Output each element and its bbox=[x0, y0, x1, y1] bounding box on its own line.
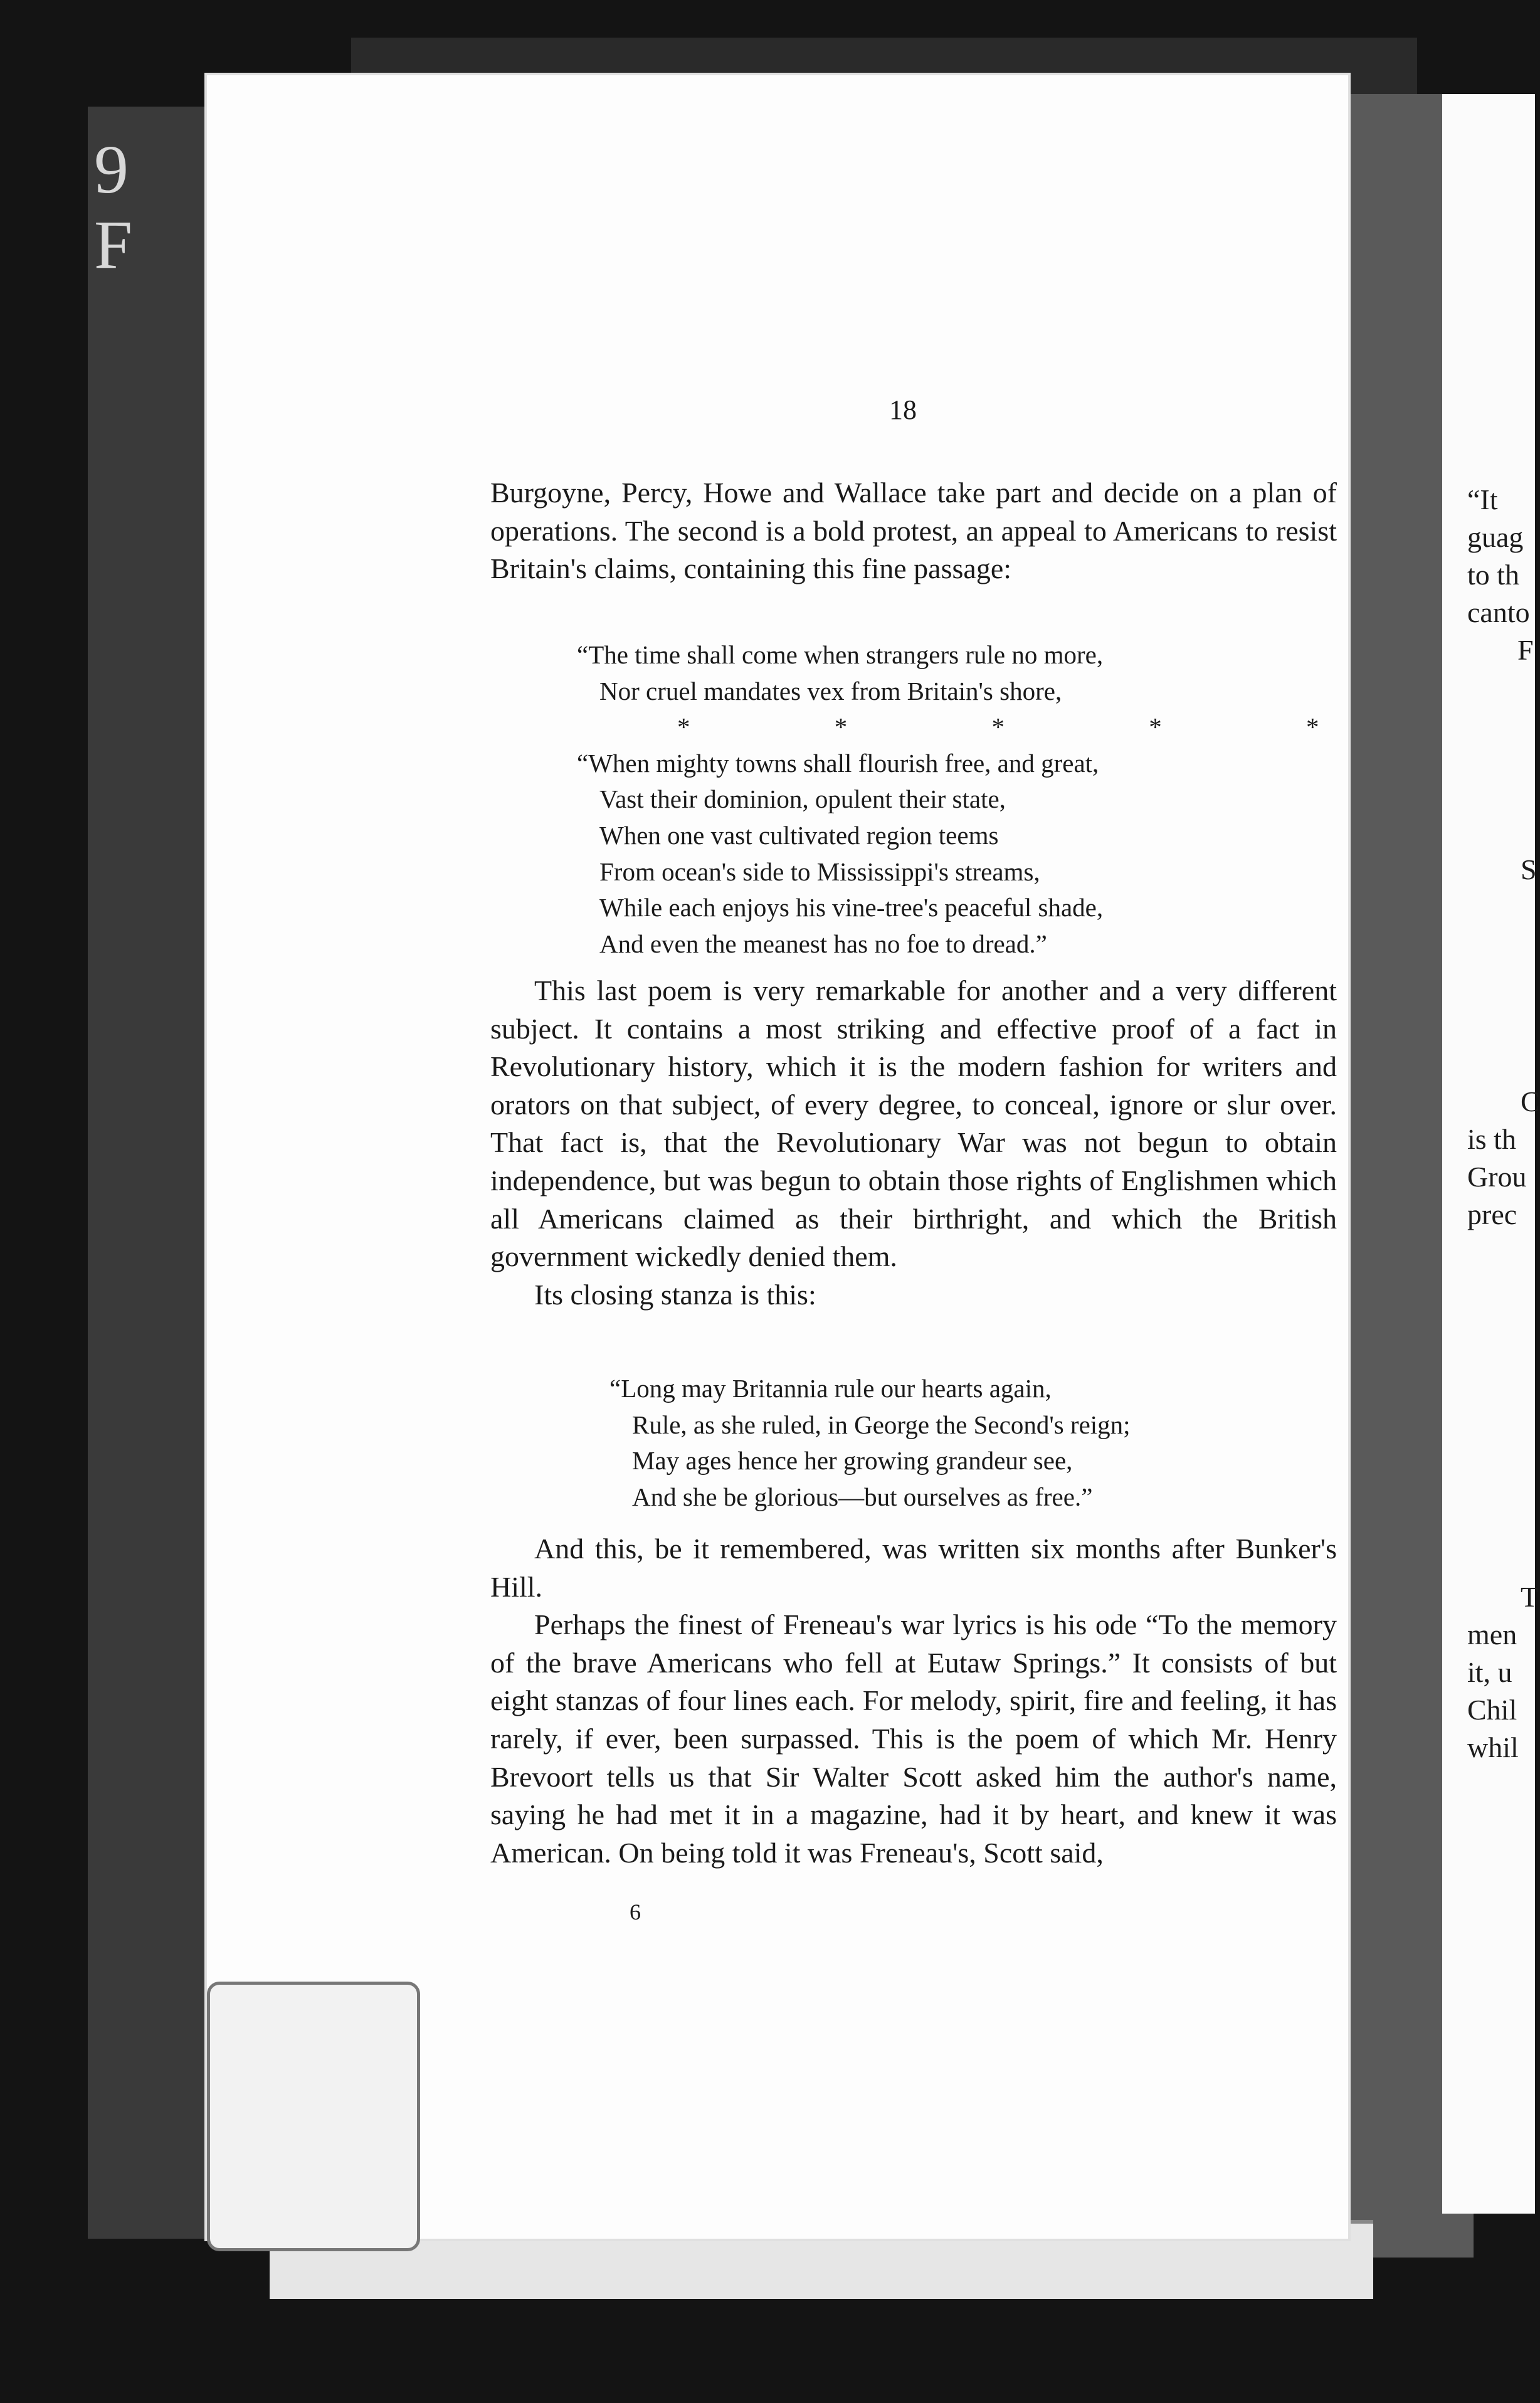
paragraph-four bbox=[490, 1530, 1337, 1872]
verse-block-one bbox=[577, 637, 1388, 962]
paragraph-text: This last poem is very remarkable for another and a very different subject. It contains a most striking and effective proof of a fact in Revolutionary history, which it is the modern fashion for writers and orators on that subject, of every degree, to conceal, ignore or slur over. That fact is, that the Revolutionary War was not begun to obtain independence, but was begun to obtain those rights of Englishmen which all Americans claimed as their birthright, and which the British government wickedly denied them. bbox=[490, 974, 1337, 1273]
book-spine-edge bbox=[88, 107, 213, 2239]
facing-line: F bbox=[1517, 634, 1534, 666]
facing-line: C bbox=[1521, 1085, 1540, 1117]
facing-line: canto bbox=[1467, 596, 1530, 628]
verse-line: May ages hence her growing grandeur see, bbox=[632, 1446, 1073, 1476]
facing-line: whil bbox=[1467, 1731, 1519, 1763]
verse-line: Rule, as she ruled, in George the Second's reign; bbox=[632, 1410, 1131, 1439]
margin-fragment-line: 9 bbox=[94, 131, 129, 208]
page-number: 18 bbox=[889, 394, 917, 425]
verse-line: While each enjoys his vine-tree's peaceful shade, bbox=[599, 893, 1104, 922]
paragraph-text: And this, be it remembered, was written six months after Bunker's Hill. bbox=[490, 1533, 1337, 1603]
facing-line: Grou bbox=[1467, 1161, 1527, 1193]
facing-line: T bbox=[1521, 1581, 1539, 1613]
facing-line: S bbox=[1521, 853, 1537, 885]
verse-line: “The time shall come when strangers rule no more, bbox=[577, 640, 1104, 669]
facing-line: Chil bbox=[1467, 1694, 1517, 1726]
verse-line: From ocean's side to Mississippi's streams, bbox=[599, 857, 1040, 886]
verse-line: Vast their dominion, opulent their state, bbox=[599, 784, 1006, 814]
facing-line: men bbox=[1467, 1619, 1517, 1650]
signature-mark: 6 bbox=[630, 1899, 641, 1925]
verse-line: “When mighty towns shall flourish free, and great, bbox=[577, 748, 1099, 778]
verse-line: And she be glorious—but ourselves as free.” bbox=[632, 1482, 1093, 1511]
verse-ellipsis-stars: * * * * * bbox=[677, 712, 1388, 742]
verse-line: And even the meanest has no foe to dread.” bbox=[599, 929, 1047, 958]
paragraph-two bbox=[490, 972, 1337, 1314]
facing-line: to th bbox=[1467, 559, 1520, 591]
verse-line: “Long may Britannia rule our hearts again, bbox=[609, 1374, 1052, 1403]
paragraph-text: Burgoyne, Percy, Howe and Wallace take part and decide on a plan of operations. The second is a bold protest, an appeal to Americans to resist Britain's claims, containing this fine passage: bbox=[490, 477, 1337, 585]
paragraph-text: Perhaps the finest of Freneau's war lyrics is his ode “To the memory of the brave Americans who fell at Eutaw Springs.” It consists of but eight stanzas of four lines each. For melody, spirit, fire and feeling, it has rarely, if ever, been surpassed. This is the poem of which Mr. Henry Brevoort tells us that Sir Walter Scott asked him the author's name, saying he had met it in a magazine, had it by heart, and knew it was American. On being told it was Freneau's, Scott said, bbox=[490, 1608, 1337, 1869]
margin-fragment bbox=[94, 132, 219, 282]
facing-line: guag bbox=[1467, 521, 1524, 553]
opening-paragraph bbox=[490, 474, 1337, 588]
facing-line: is th bbox=[1467, 1123, 1516, 1155]
facing-line: it, u bbox=[1467, 1656, 1512, 1688]
facing-line: prec bbox=[1467, 1198, 1517, 1230]
page-corner-patch bbox=[207, 1982, 420, 2251]
facing-page bbox=[1442, 94, 1540, 2214]
paragraph-text: Its closing stanza is this: bbox=[534, 1278, 816, 1311]
verse-line: Nor cruel mandates vex from Britain's shore, bbox=[599, 676, 1062, 705]
verse-line: When one vast cultivated region teems bbox=[599, 820, 999, 850]
verse-block-two bbox=[609, 1371, 1131, 1515]
facing-line: “It bbox=[1467, 483, 1498, 515]
margin-fragment-line: F bbox=[94, 206, 133, 283]
